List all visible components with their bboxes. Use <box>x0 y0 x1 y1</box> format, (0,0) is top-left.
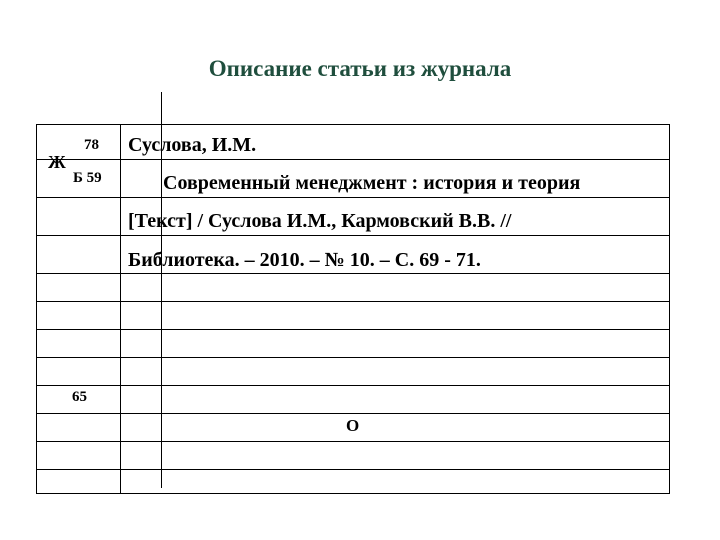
card-rule <box>37 441 669 442</box>
card-rule <box>37 329 669 330</box>
card-rule <box>37 357 669 358</box>
card-rule <box>37 413 669 414</box>
class-letter: Ж <box>48 152 66 172</box>
card-rule <box>37 301 669 302</box>
card-rule <box>37 159 669 160</box>
card-left-column-rule <box>120 125 121 493</box>
card-rule <box>37 469 669 470</box>
card-rule <box>37 273 669 274</box>
author-mark: Б 59 <box>73 170 102 186</box>
card-source: Библиотека. – 2010. – № 10. – С. 69 - 71. <box>128 249 481 271</box>
class-number: 78 <box>84 137 99 153</box>
card-responsibility: [Текст] / Суслова И.М., Кармовский В.В. // <box>128 210 512 232</box>
card-rule <box>37 197 669 198</box>
card-author-heading: Суслова, И.М. <box>128 134 257 156</box>
inventory-number: 65 <box>72 389 87 405</box>
card-rule <box>37 235 669 236</box>
page-title: Описание статьи из журнала <box>208 56 512 81</box>
card-article-title: Современный менеджмент : история и теория <box>163 172 581 194</box>
card-rule <box>37 385 669 386</box>
card-hole-mark: O <box>346 416 360 435</box>
